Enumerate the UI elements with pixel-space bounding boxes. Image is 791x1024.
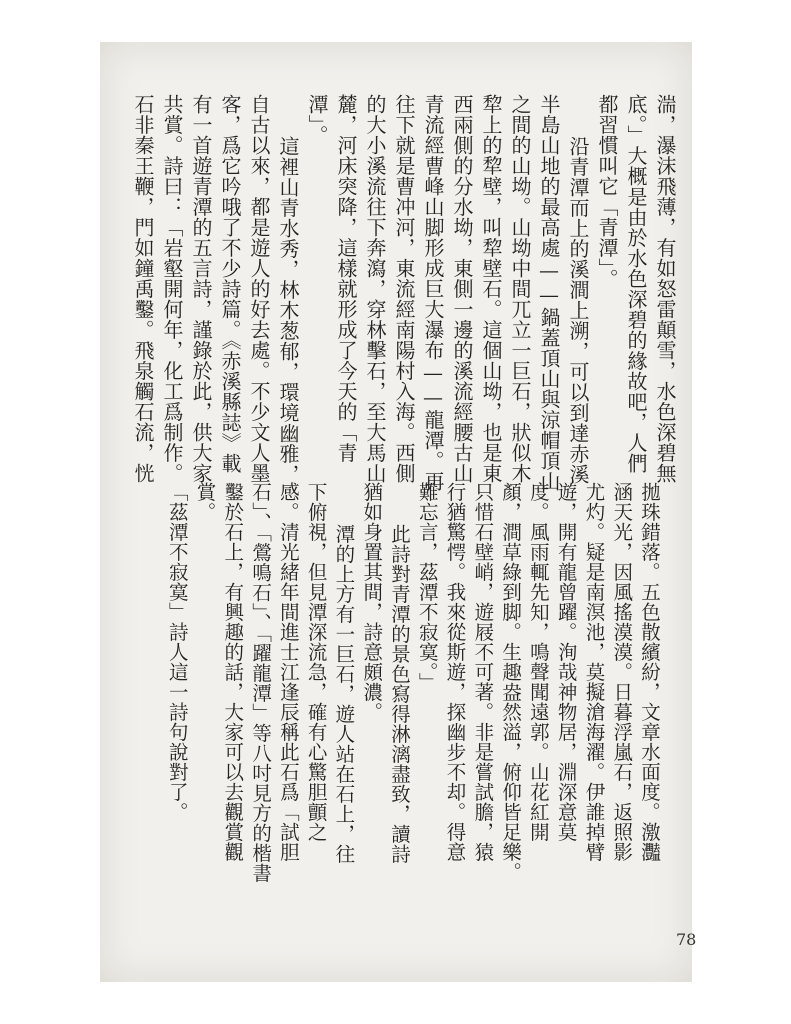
text-column: 的大小溪流往下奔瀉，穿林擊石，至大馬山 [363, 94, 387, 484]
text-column: 顏，澗草綠到脚。生趣盎然溢，俯仰皆足樂。 [499, 482, 523, 882]
page-number: 78 [676, 930, 697, 949]
text-column: 此詩對青潭的景色寫得淋漓盡致，讀詩 [387, 524, 411, 864]
text-column: 遊，開有龍曾躍。洵哉神物居，淵深意莫 [554, 482, 578, 842]
text-column: 石非秦王鞭，門如鐘禹鑿。飛泉觸石流，恍 [131, 94, 155, 484]
text-column: 行猶驚愕。我來從斯遊，探幽步不却。得意 [443, 482, 467, 862]
text-column: 拋珠錯落。五色散繽紛，文章水面度。激灩 [638, 482, 661, 862]
text-column: 度。風雨輒先知，鳴聲聞遠郭。山花紅開 [526, 482, 550, 842]
text-column: 只惜石壁峭，遊屐不可著。非是嘗試膽，猿 [471, 482, 495, 862]
text-column: 青流經曹峰山脚形成巨大瀑布——龍潭。再 [421, 94, 445, 492]
text-column: 客，爲它吟哦了不少詩篇。《赤溪縣誌》載 [218, 94, 242, 474]
lower-text-block [160, 482, 660, 922]
text-column: 自古以來，都是遊人的好去處。不少文人墨 [247, 94, 271, 484]
text-column: 這裡山青水秀，林木葱郁，環境幽雅， [276, 136, 300, 485]
text-column: 賞。 [193, 482, 217, 522]
text-column: 西兩側的分水坳，東側一邊的溪流經腰古山 [450, 94, 474, 484]
text-column: 涵天光，因風搖漠漠。日暮浮嵐石，返照影 [610, 482, 634, 862]
text-column: 難忘言，茲潭不寂寞。」 [415, 482, 439, 693]
text-column: 半島山地的最高處——鍋蓋頂山與涼帽頂山 [537, 94, 561, 492]
text-column: 麓，河床突降，這樣就形成了今天的「青 [334, 94, 358, 463]
text-column: 都習慣叫它「青潭」。 [595, 94, 619, 289]
text-column: 潭」。 [305, 94, 329, 146]
text-column: 「茲潭不寂寞」詩人這一詩句說對了。 [165, 482, 189, 822]
text-column: 共賞。詩曰：「岩壑開何年，化工爲制作。 [160, 94, 184, 484]
book-page [100, 42, 697, 982]
text-column: 犂上的犂壁，叫犂壁石。這個山坳，也是東 [479, 94, 503, 484]
text-column: 猶如身置其間，詩意頗濃。 [360, 482, 384, 722]
text-column: 之間的山坳。山坳中間兀立一巨石，狀似木 [508, 94, 532, 484]
text-column: 底。」大概是由於水色深碧的緣故吧，人們 [624, 94, 648, 474]
text-column: 湍，瀑沫飛薄，有如怒雷顛雪，水色深碧無 [653, 94, 677, 484]
text-column: 潭的上方有一巨石，遊人站在石上，往 [332, 524, 356, 864]
text-column: 石」、「鶯鳴石」、「躍龍潭」等八吋見方的楷書 [249, 482, 273, 883]
text-column: 有一首遊青潭的五言詩，謹錄於此，供大家 [189, 94, 213, 484]
text-column: 下俯視，但見潭深流急，確有心驚胆顫之 [304, 482, 328, 842]
text-column: 尤灼。疑是南溟池，莫擬滄海濯。伊誰掉臂 [582, 482, 606, 862]
upper-text-block [120, 94, 675, 524]
text-column: 感。清光緒年間進士江逢辰稱此石爲「試胆 [276, 482, 300, 862]
text-column: 沿青潭而上的溪澗上溯，可以到達赤溪 [566, 136, 590, 485]
text-column: 往下就是曹冲河，東流經南陽村入海。西側 [392, 94, 416, 484]
text-column: 鑿於石上，有興趣的話，大家可以去觀賞觀 [221, 482, 245, 862]
